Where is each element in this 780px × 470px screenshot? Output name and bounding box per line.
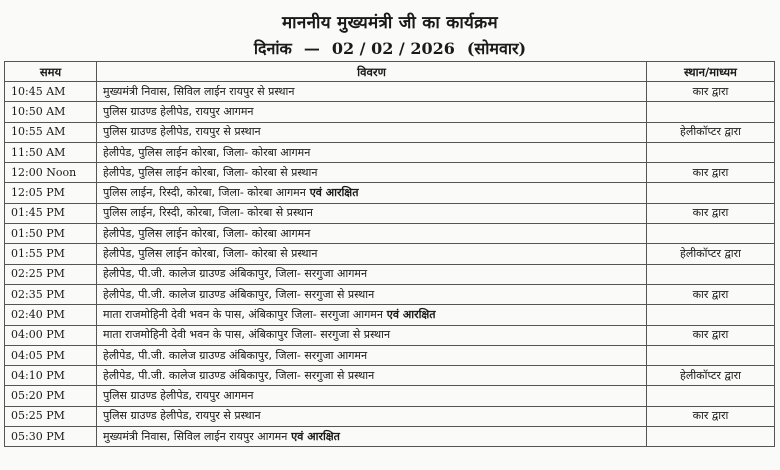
schedule-table	[4, 61, 775, 447]
row-time: 02:35 PM	[5, 284, 97, 304]
row-time: 05:20 PM	[5, 386, 97, 406]
table-row	[5, 163, 775, 183]
table-row	[5, 122, 775, 142]
table-row	[5, 427, 775, 447]
table-row	[5, 305, 775, 325]
row-details	[97, 366, 647, 386]
row-details-text: पुलिस ग्राउण्ड हेलीपेड, रायपुर आगमन	[103, 389, 254, 403]
row-details-text: हेलीपेड, पी.जी. कालेज ग्राउण्ड अंबिकापुर, जिला- सरगुजा से प्रस्थान	[103, 287, 375, 301]
table-row	[5, 386, 775, 406]
row-details-text: पुलिस ग्राउण्ड हेलीपेड, रायपुर आगमन	[103, 104, 254, 118]
row-time: 05:25 PM	[5, 406, 97, 426]
row-details	[97, 386, 647, 406]
date-dash: —	[303, 39, 320, 58]
table-row	[5, 183, 775, 203]
row-time: 05:30 PM	[5, 427, 97, 447]
row-details	[97, 305, 647, 325]
table-row	[5, 345, 775, 365]
row-place	[647, 264, 775, 284]
row-details-reserved: एवं आरक्षित	[382, 307, 436, 321]
row-details-text: हेलीपेड, पी.जी. कालेज ग्राउण्ड अंबिकापुर, जिला- सरगुजा आगमन	[103, 267, 368, 281]
row-details	[97, 224, 647, 244]
row-place: हेलीकॉप्टर द्वारा	[647, 244, 775, 264]
row-place: कार द्वारा	[647, 284, 775, 304]
table-row	[5, 102, 775, 122]
table-row	[5, 142, 775, 162]
table-row	[5, 366, 775, 386]
row-time: 02:40 PM	[5, 305, 97, 325]
row-time: 12:00 Noon	[5, 163, 97, 183]
row-details-text: मुख्यमंत्री निवास, सिविल लाईन रायपुर आगमन	[103, 429, 288, 443]
row-details	[97, 82, 647, 102]
row-time: 11:50 AM	[5, 142, 97, 162]
row-place	[647, 305, 775, 325]
row-place	[647, 183, 775, 203]
row-time: 01:45 PM	[5, 203, 97, 223]
table-row	[5, 244, 775, 264]
row-time: 04:05 PM	[5, 345, 97, 365]
row-details	[97, 406, 647, 426]
row-details-text: हेलीपेड, पी.जी. कालेज ग्राउण्ड अंबिकापुर, जिला- सरगुजा आगमन	[103, 348, 368, 362]
row-details-text: हेलीपेड, पुलिस लाईन कोरबा, जिला- कोरबा से प्रस्थान	[103, 247, 318, 261]
date-day: (सोमवार)	[466, 39, 527, 58]
row-place	[647, 142, 775, 162]
row-time: 10:50 AM	[5, 102, 97, 122]
table-row	[5, 203, 775, 223]
row-place: हेलीकॉप्टर द्वारा	[647, 122, 775, 142]
row-time: 04:00 PM	[5, 325, 97, 345]
table-row	[5, 284, 775, 304]
row-details-text: पुलिस लाईन, रिस्दी, कोरबा, जिला- कोरबा आगमन	[103, 186, 306, 200]
row-details	[97, 203, 647, 223]
row-details	[97, 345, 647, 365]
column-header-time: समय	[5, 62, 97, 82]
row-details-text: हेलीपेड, पुलिस लाईन कोरबा, जिला- कोरबा आगमन	[103, 226, 311, 240]
row-details	[97, 122, 647, 142]
table-row	[5, 264, 775, 284]
row-place: कार द्वारा	[647, 163, 775, 183]
row-time: 10:45 AM	[5, 82, 97, 102]
row-details-reserved: एवं आरक्षित	[305, 186, 359, 200]
row-details-text: मुख्यमंत्री निवास, सिविल लाईन रायपुर से प्रस्थान	[103, 84, 295, 98]
row-place	[647, 386, 775, 406]
table-header-row	[5, 62, 775, 82]
table-row	[5, 82, 775, 102]
table-row	[5, 224, 775, 244]
row-details-text: पुलिस ग्राउण्ड हेलीपेड, रायपुर से प्रस्थान	[103, 125, 261, 139]
row-details-text: पुलिस लाईन, रिस्दी, कोरबा, जिला- कोरबा से प्रस्थान	[103, 206, 313, 220]
row-place: कार द्वारा	[647, 325, 775, 345]
row-place	[647, 345, 775, 365]
table-row	[5, 325, 775, 345]
row-place	[647, 427, 775, 447]
row-details	[97, 264, 647, 284]
row-details-reserved: एवं आरक्षित	[287, 429, 340, 443]
date-value: 02 / 02 / 2026	[331, 39, 455, 58]
page-title: माननीय मुख्यमंत्री जी का कार्यक्रम	[281, 13, 499, 33]
column-header-details: विवरण	[97, 62, 647, 82]
row-time: 01:55 PM	[5, 244, 97, 264]
date-label: दिनांक	[253, 39, 292, 58]
row-place: कार द्वारा	[647, 82, 775, 102]
row-place	[647, 224, 775, 244]
row-details-text: हेलीपेड, पुलिस लाईन कोरबा, जिला- कोरबा आगमन	[103, 145, 311, 159]
row-details	[97, 244, 647, 264]
row-details	[97, 183, 647, 203]
row-time: 12:05 PM	[5, 183, 97, 203]
row-details-text: माता राजमोहिनी देवी भवन के पास, अंबिकापुर जिला- सरगुजा से प्रस्थान	[103, 328, 391, 342]
row-details-text: हेलीपेड, पी.जी. कालेज ग्राउण्ड अंबिकापुर, जिला- सरगुजा से प्रस्थान	[103, 368, 375, 382]
row-place: हेलीकॉप्टर द्वारा	[647, 366, 775, 386]
row-place: कार द्वारा	[647, 203, 775, 223]
row-place: कार द्वारा	[647, 406, 775, 426]
row-details-text: पुलिस ग्राउण्ड हेलीपेड, रायपुर से प्रस्थान	[103, 409, 261, 423]
row-details	[97, 325, 647, 345]
row-details	[97, 102, 647, 122]
row-details	[97, 163, 647, 183]
date-line	[0, 37, 780, 59]
row-place	[647, 102, 775, 122]
row-details	[97, 142, 647, 162]
row-time: 04:10 PM	[5, 366, 97, 386]
row-details-text: माता राजमोहिनी देवी भवन के पास, अंबिकापुर जिला- सरगुजा आगमन	[103, 307, 383, 321]
row-time: 10:55 AM	[5, 122, 97, 142]
table-row	[5, 406, 775, 426]
row-time: 01:50 PM	[5, 224, 97, 244]
row-details	[97, 427, 647, 447]
row-time: 02:25 PM	[5, 264, 97, 284]
row-details-text: हेलीपेड, पुलिस लाईन कोरबा, जिला- कोरबा से प्रस्थान	[103, 165, 318, 179]
column-header-place: स्थान/माध्यम	[647, 62, 775, 82]
row-details	[97, 284, 647, 304]
